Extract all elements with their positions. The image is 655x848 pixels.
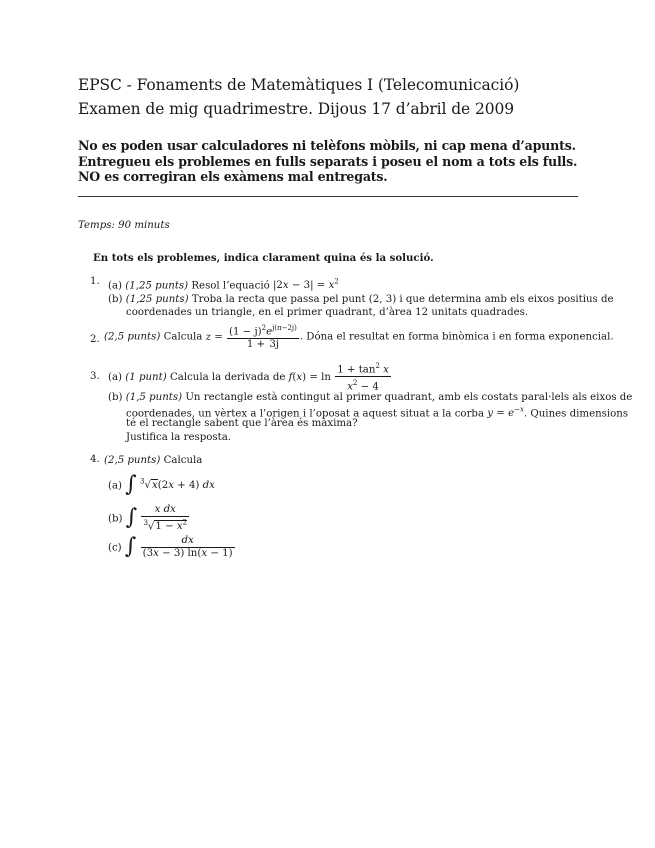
formula-3a: f(x) = ln $\frac{1 + \tan^2 x}{x^2 - 4}$ bbox=[288, 362, 389, 393]
problem-3-number: 3. bbox=[90, 371, 100, 382]
problem-1a: (a) (1,25 punts) Resol l’equació $|2x - 3| = x^2$ bbox=[108, 278, 339, 292]
integral-c: (c) ∫ $\frac{dx}{(3x - 3) \ln(x - 1)}$ bbox=[108, 534, 233, 559]
problem-4: (2,5 punts) Calcula bbox=[104, 455, 203, 466]
problem-3a: (a) (1 punt) Calcula la derivada de f(x) = ln $\frac{1 + \tan^2 x}{x^2 - 4}$ bbox=[108, 360, 392, 394]
problem-1b: (b) (1,25 punts) Troba la recta que passa pel punt (2, 3) i que determina amb els eixos positius de bbox=[108, 294, 614, 305]
problem-4-number: 4. bbox=[90, 454, 100, 465]
notice-line: No es poden usar calculadores ni telèfons mòbils, ni cap mena d’apunts. bbox=[78, 138, 576, 153]
exam-notice bbox=[78, 138, 577, 185]
header-divider bbox=[78, 196, 578, 197]
exam-duration: Temps: 90 minuts bbox=[78, 220, 170, 231]
equation-1a: $|2x - 3| = x^2$ bbox=[272, 278, 339, 292]
problem-3b-line3: té el rectangle sabent que l’àrea és màxima? bbox=[126, 418, 358, 429]
problem-3b: (b) (1,5 punts) Un rectangle està contingut al primer quadrant, amb els costats paral·lels als eixos de bbox=[108, 392, 633, 403]
curve-equation: $y = e^{-x}$ bbox=[487, 406, 524, 420]
problem-2-number: 2. bbox=[90, 334, 100, 345]
course-title: EPSC - Fonaments de Matemàtiques I (Telecomunicació) bbox=[78, 76, 520, 94]
problem-3b-line2: coordenades, un vèrtex a l’origen i l’oposat a aquest situat a la corba $y = e^{-x}$. Quines dimensions bbox=[126, 406, 629, 420]
notice-line: NO es corregiran els exàmens mal entregats. bbox=[78, 169, 388, 184]
notice-line: Entregueu els problemes en fulls separats i poseu el nom a tots els fulls. bbox=[78, 153, 578, 169]
integral-b: (b) ∫ $\frac{\text{x dx}}{^3√1 - x^2}$ bbox=[108, 504, 188, 533]
problem-1-number: 1. bbox=[90, 276, 100, 287]
formula-2: z = $\frac{(1 - j)^2e^{j(\pi-2j)}}{1 + 3j}$ bbox=[205, 324, 297, 351]
problem-3b-line4: Justifica la resposta. bbox=[126, 432, 232, 443]
problem-1b-cont: coordenades un triangle, en el primer quadrant, d’àrea 12 unitats quadrades. bbox=[126, 307, 529, 318]
instructions: En tots els problemes, indica clarament quina és la solució. bbox=[93, 252, 434, 264]
problem-2: (2,5 punts) Calcula z = $\frac{(1 - j)^2e^{j(\pi-2j)}}{1 + 3j}$ . Dóna el resultat en forma binòmica i en forma exponencial. bbox=[104, 324, 614, 351]
exam-title: Examen de mig quadrimestre. Dijous 17 d’abril de 2009 bbox=[78, 100, 514, 118]
integral-a: (a) ∫ $^3$√x(2x + 4) dx bbox=[108, 471, 215, 497]
